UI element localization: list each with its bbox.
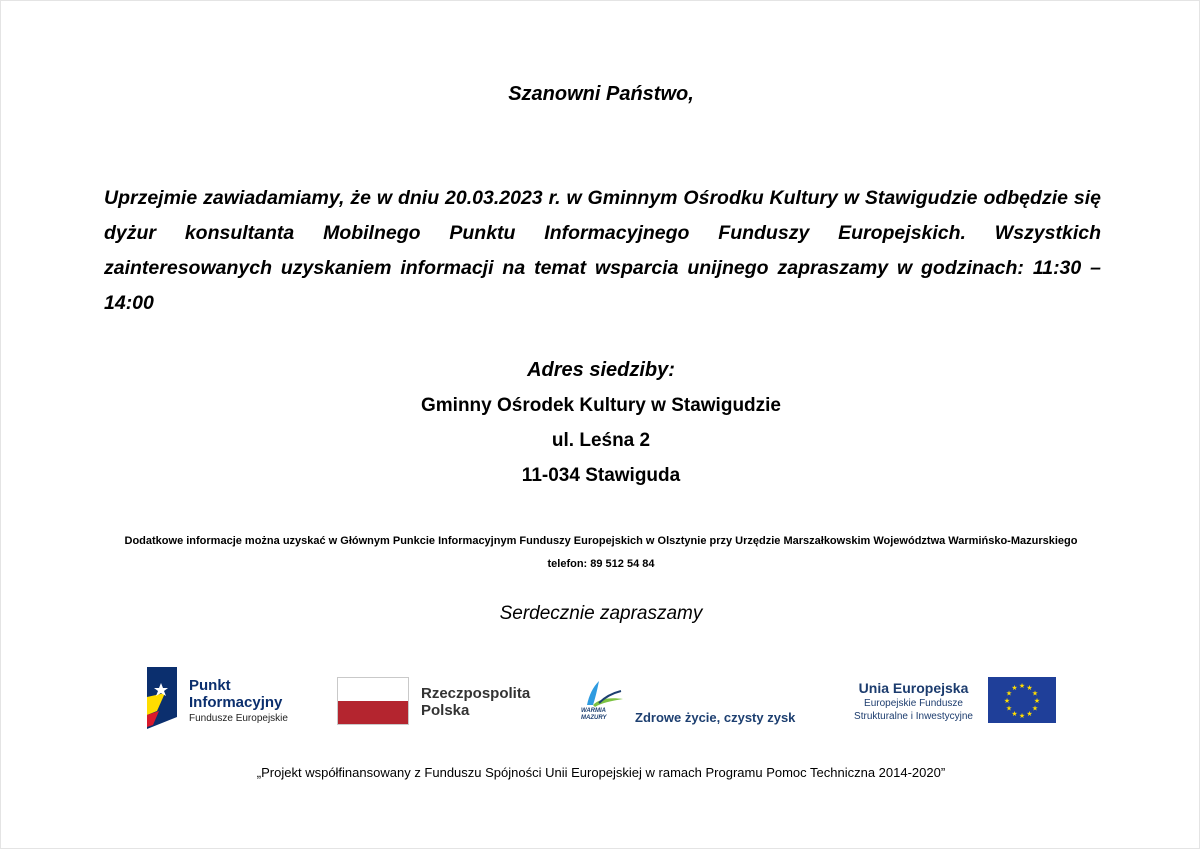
logo-text-strukturalne: Strukturalne i Inwestycyjne — [854, 711, 973, 722]
address-line-city: 11-034 Stawiguda — [521, 465, 681, 486]
logo-text-warmia-mazury: WARMIA MAZURY — [581, 708, 607, 721]
warmia-mazury-wave-icon — [579, 677, 627, 707]
eu-flag-icon — [988, 677, 1056, 723]
svg-text:★: ★ — [1005, 689, 1013, 698]
address-title: Adres siedziby: — [527, 359, 675, 381]
extra-info-block — [1, 533, 1200, 579]
svg-text:★: ★ — [1031, 689, 1039, 698]
logo-text-fundusze: Fundusze Europejskie — [189, 713, 288, 724]
warmia-mazury-logo — [579, 677, 799, 727]
svg-text:★: ★ — [1026, 710, 1033, 718]
logo-text-punkt: Punkt — [189, 677, 231, 694]
phone-number: telefon: 89 512 54 84 — [547, 558, 655, 570]
unia-europejska-logo — [837, 677, 1059, 727]
announcement-paragraph: Uprzejmie zawiadamiamy, że w dniu 20.03.2023 r. w Gminnym Ośrodku Kultury w Stawigudzie odbędzie się dyżur konsultanta Mobilnego Punktu Informacyjnego Funduszy Europejskich. Wszystkich zainteresowanych uzyskaniem informacji na temat wsparcia unijnego zapraszamy w godzinach: 11:30 – 14:00 — [104, 187, 1101, 314]
rzeczpospolita-polska-logo — [337, 677, 547, 725]
polish-flag-icon — [337, 677, 409, 725]
greeting: Szanowni Państwo, — [508, 83, 694, 105]
address-line-street: ul. Leśna 2 — [551, 430, 651, 451]
extra-info-text: Dodatkowe informacje można uzyskać w Głównym Punkcie Informacyjnym Funduszy Europejskich w Olsztynie przy Urzędzie Marszałkowskim Województwa Warmińsko-Mazurskiego — [124, 535, 1078, 547]
logo-text-rzeczpospolita: Rzeczpospolita — [421, 685, 531, 702]
punkt-informacyjny-logo — [143, 667, 313, 731]
address-line-name: Gminny Ośrodek Kultury w Stawigudzie — [421, 395, 781, 416]
svg-text:★: ★ — [1018, 712, 1026, 720]
svg-text:★: ★ — [1018, 682, 1026, 690]
svg-text:★: ★ — [1026, 684, 1033, 692]
svg-text:★: ★ — [1003, 697, 1011, 705]
logo-text-slogan: Zdrowe życie, czysty zysk — [635, 710, 796, 725]
logo-text-europejskie-fundusze: Europejskie Fundusze — [864, 698, 963, 709]
closing-text: Serdecznie zapraszamy — [499, 603, 703, 624]
logo-text-informacyjny: Informacyjny — [189, 694, 283, 711]
footer-note: „Projekt współfinansowany z Funduszu Spójności Unii Europejskiej w ramach Programu Pomoc Techniczna 2014-2020” — [256, 765, 946, 780]
svg-text:★: ★ — [1031, 704, 1039, 713]
svg-text:★: ★ — [1005, 704, 1013, 713]
svg-text:★: ★ — [1011, 710, 1018, 718]
svg-text:★: ★ — [1011, 684, 1018, 692]
logo-text-polska: Polska — [421, 702, 470, 719]
logo-text-unia-europejska: Unia Europejska — [858, 680, 969, 696]
address-block — [1, 357, 1200, 497]
fe-star-icon — [143, 667, 183, 729]
svg-text:★: ★ — [1033, 697, 1041, 705]
